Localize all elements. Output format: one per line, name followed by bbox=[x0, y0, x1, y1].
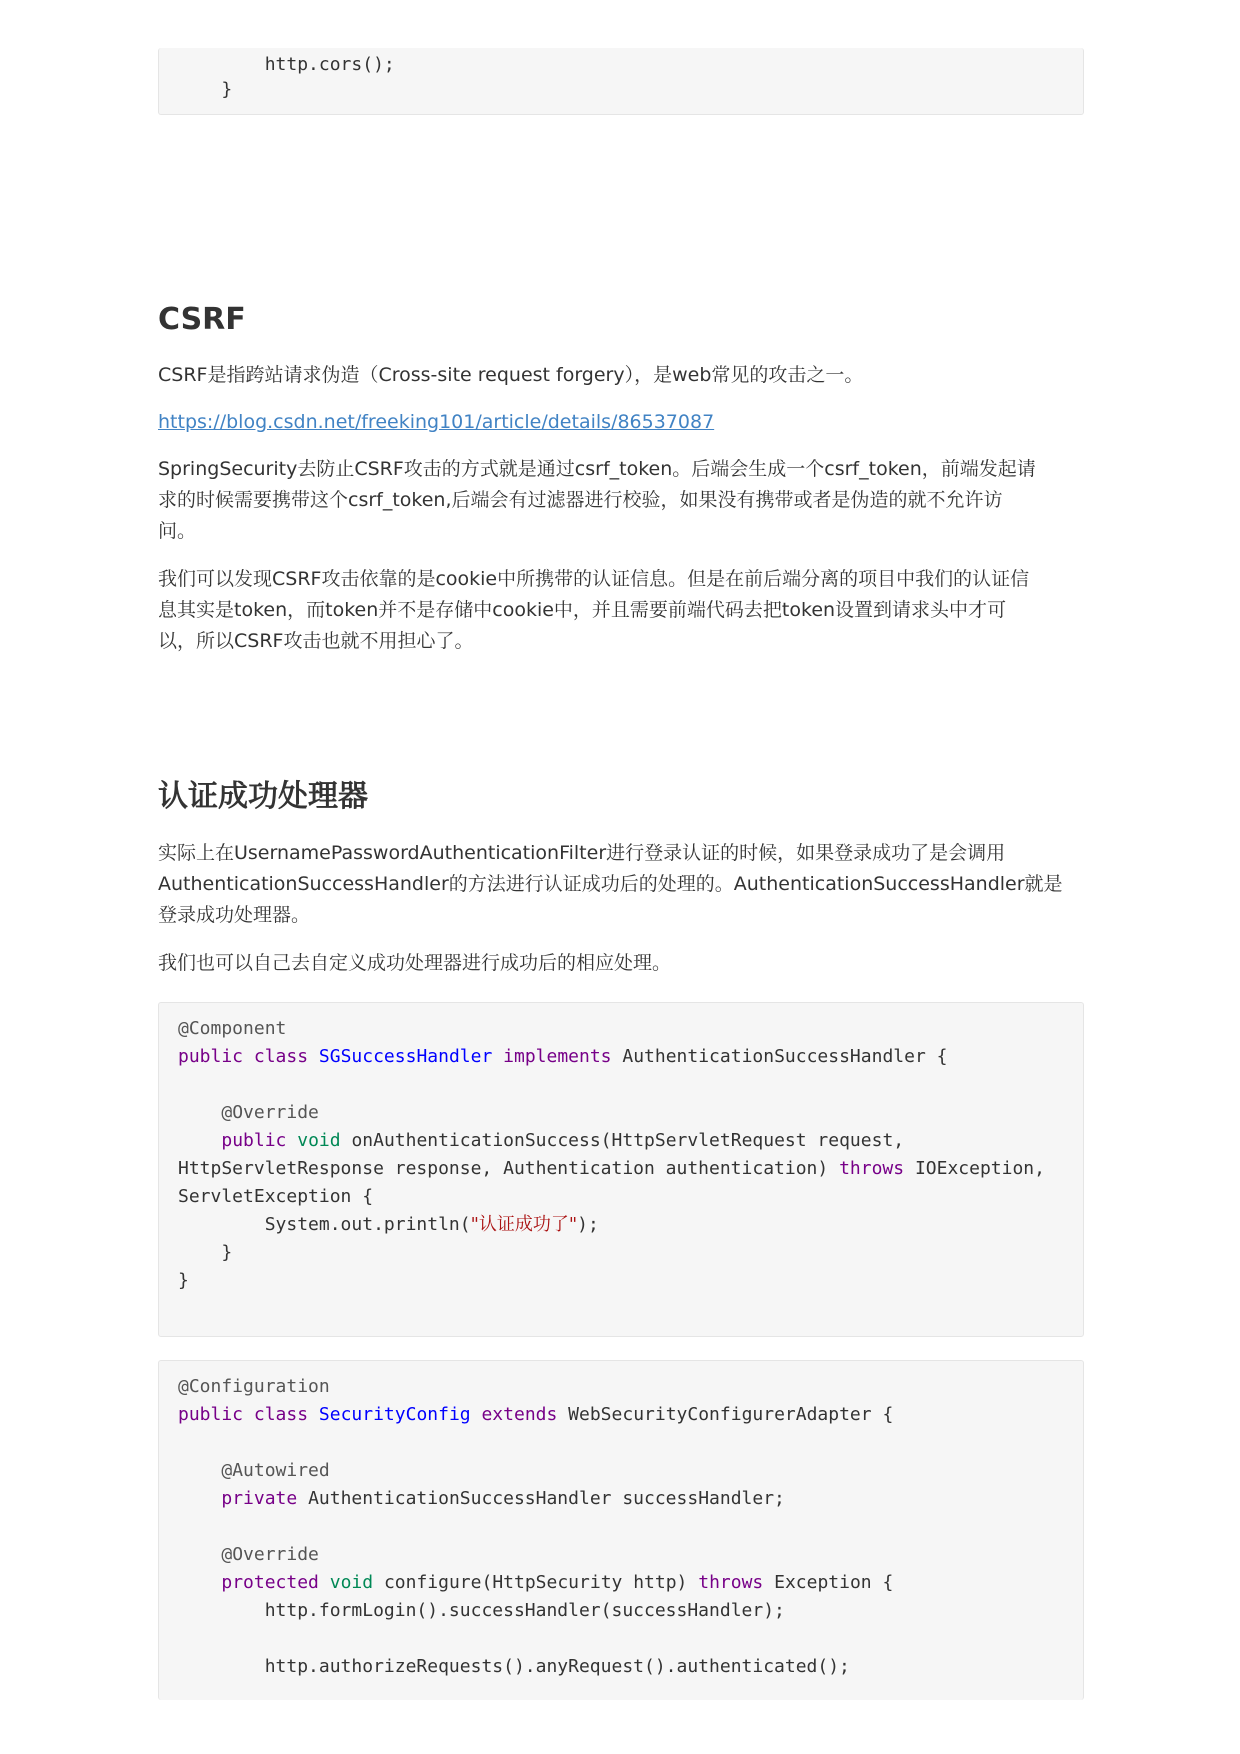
code-line: } bbox=[178, 79, 233, 100]
keyword: private bbox=[221, 1488, 298, 1509]
text-line: AuthenticationSuccessHandler的方法进行认证成功后的处理的。AuthenticationSuccessHandler就是 bbox=[158, 873, 1063, 895]
code-text: ); bbox=[577, 1214, 599, 1235]
keyword: class bbox=[253, 1404, 309, 1425]
code-text: ServletException { bbox=[178, 1186, 374, 1207]
code-line bbox=[178, 1597, 785, 1625]
code-line bbox=[178, 1267, 189, 1295]
auth-success-heading: 认证成功处理器 bbox=[158, 779, 368, 814]
code-text: HttpServletResponse response, Authentication authentication) bbox=[178, 1158, 829, 1179]
text-line: 登录成功处理器。 bbox=[158, 904, 311, 926]
code-line bbox=[178, 1401, 893, 1429]
annotation: @Override bbox=[221, 1102, 319, 1123]
csrf-paragraph-1: CSRF是指跨站请求伪造（Cross-site request forgery），是web常见的攻击之一。 bbox=[158, 364, 864, 386]
keyword: implements bbox=[503, 1046, 612, 1067]
text-line: 我们可以发现CSRF攻击依靠的是cookie中所携带的认证信息。但是在前后端分离的项目中我们的认证信 bbox=[158, 568, 1030, 590]
code-line bbox=[178, 1155, 1045, 1183]
code-line bbox=[178, 1569, 893, 1597]
class-name: SGSuccessHandler bbox=[318, 1046, 493, 1067]
code-text: } bbox=[221, 1242, 233, 1263]
annotation: @Configuration bbox=[178, 1376, 330, 1397]
keyword: class bbox=[253, 1046, 309, 1067]
keyword: throws bbox=[698, 1572, 764, 1593]
keyword: throws bbox=[839, 1158, 905, 1179]
csrf-heading: CSRF bbox=[158, 302, 246, 337]
code-line bbox=[178, 1015, 286, 1043]
auth-paragraph-1 bbox=[158, 838, 1084, 931]
keyword: protected bbox=[221, 1572, 319, 1593]
csrf-reference-link[interactable]: https://blog.csdn.net/freeking101/article/details/86537087 bbox=[158, 411, 715, 433]
keyword: public bbox=[178, 1404, 244, 1425]
string-literal: "认证成功了" bbox=[470, 1214, 578, 1235]
code-text: http.authorizeRequests().anyRequest().authenticated(); bbox=[264, 1656, 850, 1677]
code-text: configure(HttpSecurity http) bbox=[383, 1572, 688, 1593]
keyword-type: void bbox=[329, 1572, 374, 1593]
keyword: public bbox=[178, 1046, 244, 1067]
code-text: } bbox=[178, 1270, 189, 1291]
code-text: Exception { bbox=[774, 1572, 894, 1593]
text-line: 以，所以CSRF攻击也就不用担心了。 bbox=[158, 630, 474, 652]
code-line bbox=[178, 1653, 850, 1681]
text-line: 息其实是token，而token并不是存储中cookie中，并且需要前端代码去把token设置到请求头中才可 bbox=[158, 599, 1007, 621]
keyword-type: void bbox=[297, 1130, 341, 1151]
code-text: onAuthenticationSuccess(HttpServletRequest request, bbox=[351, 1130, 905, 1151]
code-text: AuthenticationSuccessHandler successHandler; bbox=[308, 1488, 785, 1509]
annotation: @Component bbox=[178, 1018, 287, 1039]
code-line bbox=[178, 1373, 330, 1401]
code-block-success-handler bbox=[158, 1002, 1084, 1337]
code-line bbox=[178, 1043, 947, 1071]
code-line bbox=[178, 1485, 785, 1513]
code-line bbox=[178, 1541, 319, 1569]
auth-paragraph-2: 我们也可以自己去自定义成功处理器进行成功后的相应处理。 bbox=[158, 952, 672, 974]
code-text: WebSecurityConfigurerAdapter { bbox=[568, 1404, 894, 1425]
annotation: @Autowired bbox=[221, 1460, 330, 1481]
code-line bbox=[178, 1099, 319, 1127]
code-line bbox=[178, 1183, 373, 1211]
csrf-paragraph-2 bbox=[158, 454, 1084, 547]
keyword: public bbox=[221, 1130, 287, 1151]
code-text: AuthenticationSuccessHandler { bbox=[622, 1046, 948, 1067]
code-line bbox=[178, 1457, 330, 1485]
text-line: SpringSecurity去防止CSRF攻击的方式就是通过csrf_token。后端会生成一个csrf_token，前端发起请 bbox=[158, 458, 1036, 480]
code-text: IOException, bbox=[914, 1158, 1045, 1179]
annotation: @Override bbox=[221, 1544, 319, 1565]
text-line: 实际上在UsernamePasswordAuthenticationFilter进行登录认证的时候，如果登录成功了是会调用 bbox=[158, 842, 1006, 864]
text-line: 问。 bbox=[158, 520, 197, 542]
code-text: System.out.println( bbox=[264, 1214, 471, 1235]
code-line: http.cors(); bbox=[178, 54, 395, 75]
code-block-security-config bbox=[158, 1360, 1084, 1700]
code-line bbox=[178, 1211, 599, 1239]
code-line bbox=[178, 1127, 904, 1155]
code-text: http.formLogin().successHandler(successHandler); bbox=[264, 1600, 785, 1621]
code-block-top bbox=[158, 48, 1084, 115]
keyword: extends bbox=[481, 1404, 558, 1425]
csrf-paragraph-3 bbox=[158, 564, 1084, 657]
code-line bbox=[178, 1239, 232, 1267]
class-name: SecurityConfig bbox=[318, 1404, 471, 1425]
csrf-reference-paragraph bbox=[158, 407, 1084, 438]
text-line: 求的时候需要携带这个csrf_token,后端会有过滤器进行校验，如果没有携带或者是伪造的就不允许访 bbox=[158, 489, 1003, 511]
